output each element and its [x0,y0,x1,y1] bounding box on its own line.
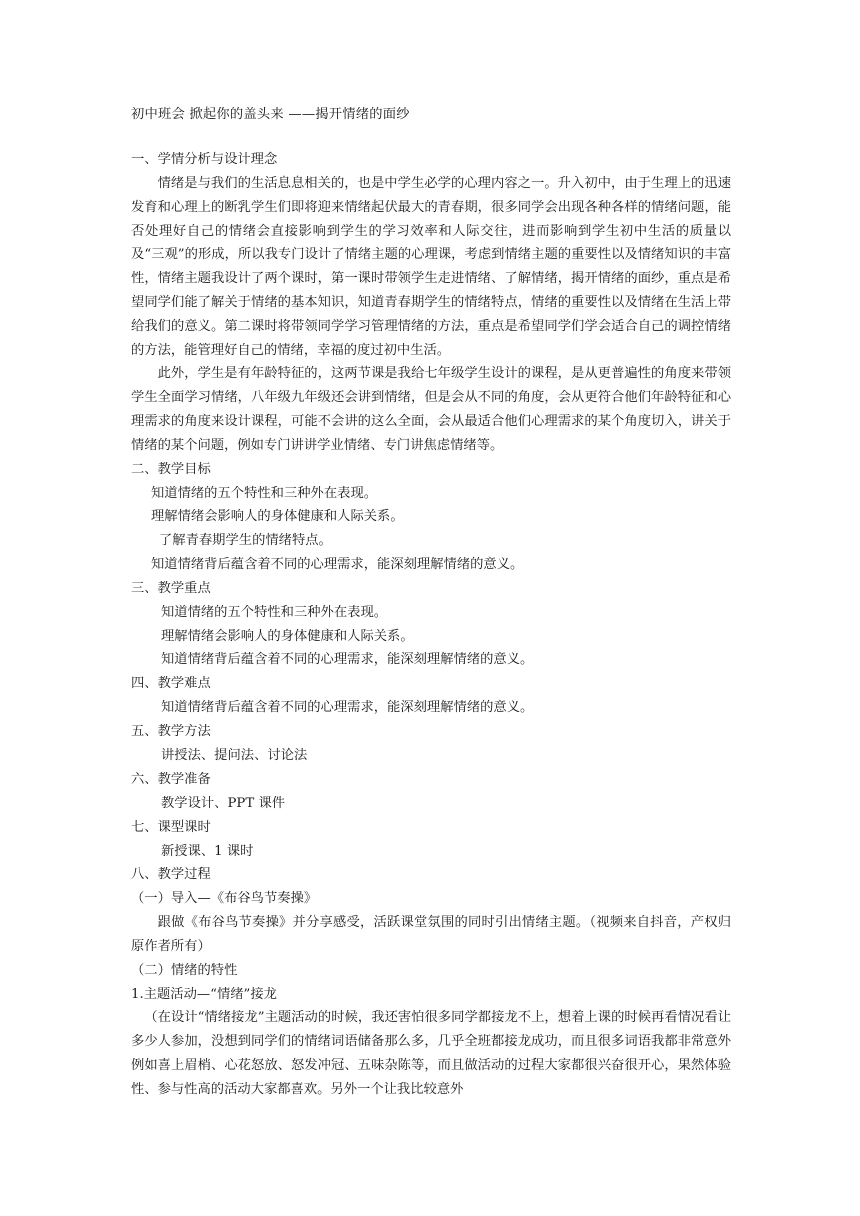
objective-item: 了解青春期学生的情绪特点。 [159,533,332,549]
section-1-heading: 一、学情分析与设计理念 [131,152,278,167]
objective-item: 理解情绪会影响人的身体健康和人际关系。 [151,509,404,525]
objective-item: 知道情绪的五个特性和三种外在表现。 [151,485,378,501]
keypoint-item: 知道情绪背后蕴含着不同的心理需求，能深刻理解情绪的意义。 [161,652,534,668]
method-text: 讲授法、提问法、讨论法 [161,747,308,763]
section-7-heading: 七、课型课时 [131,819,211,835]
objective-item: 知道情绪背后蕴含着不同的心理需求，能深刻理解情绪的意义。 [151,556,524,572]
subsection-intro-heading: （一）导入—《布谷鸟节奏操》 [131,891,318,907]
section-4-heading: 四、教学难点 [131,676,211,692]
section-3-heading: 三、教学重点 [131,580,211,596]
difficulty-item: 知道情绪背后蕴含着不同的心理需求，能深刻理解情绪的意义。 [161,700,534,716]
subsection-intro-text: 跟做《布谷鸟节奏操》并分享感受，活跃课堂氛围的同时引出情绪主题。（视频来自抖音，产权归原作者所有） [131,915,731,954]
keypoint-item: 知道情绪的五个特性和三种外在表现。 [161,604,388,620]
document-body [131,104,731,1102]
document-title: 初中班会 掀起你的盖头来 ——揭开情绪的面纱 [131,107,410,122]
preparation-text: 教学设计、PPT 课件 [161,795,286,811]
section-5-heading: 五、教学方法 [131,723,211,739]
section-1-paragraph-2: 此外，学生是有年龄特征的，这两节课是我给七年级学生设计的课程，是从更普遍性的角度来带领学生全面学习情绪，八年级九年级还会讲到情绪，但是会从不同的角度，会从更符合他们年龄特征和心理需求的角度来设计课程，可能不会讲的这么全面，会从最适合他们心理需求的某个角度切入，讲关于情绪的某个问题，例如专门讲讲学业情绪、专门讲焦虑情绪等。 [131,366,731,453]
section-6-heading: 六、教学准备 [131,771,211,787]
activity-heading: 1.主题活动—“情绪”接龙 [131,986,277,1002]
keypoint-item: 理解情绪会影响人的身体健康和人际关系。 [161,628,414,644]
subsection-characteristics-heading: （二）情绪的特性 [131,962,238,978]
section-1-paragraph-1: 情绪是与我们的生活息息相关的，也是中学生必学的心理内容之一。升入初中，由于生理上的迅速发育和心理上的断乳学生们即将迎来情绪起伏最大的青春期，很多同学会出现各种各样的情绪问题，能否处理好自己的情绪会直接影响到学生的学习效率和人际交往，进而影响到学生初中生活的质量以及“三观”的形成，所以我专门设计了情绪主题的心理课，考虑到情绪主题的重要性以及情绪知识的丰富性，情绪主题我设计了两个课时，第一课时带领学生走进情绪、了解情绪，揭开情绪的面纱，重点是希望同学们能了解关于情绪的基本知识，知道青春期学生的情绪特点，情绪的重要性以及情绪在生活上带给我们的意义。第二课时将带领同学学习管理情绪的方法，重点是希望同学们学会适合自己的调控情绪的方法，能管理好自己的情绪，幸福的度过初中生活。 [131,176,731,358]
title-gap [131,126,731,148]
section-8-heading: 八、教学过程 [131,867,211,883]
activity-text: （在设计“情绪接龙”主题活动的时候，我还害怕很多同学都接龙不上，想着上课的时候再看情况看让多少人参加，没想到同学们的情绪词语储备那么多，几乎全班都接龙成功，而且很多词语我都非常意外例如喜上眉梢、心花怒放、怒发冲冠、五味杂陈等，而且做活动的过程大家都很兴奋很开心，果然体验性、参与性高的活动大家都喜欢。另外一个让我比较意外 [131,1010,731,1097]
lesson-type-text: 新授课、1 课时 [161,843,254,859]
section-2-heading: 二、教学目标 [131,461,211,477]
